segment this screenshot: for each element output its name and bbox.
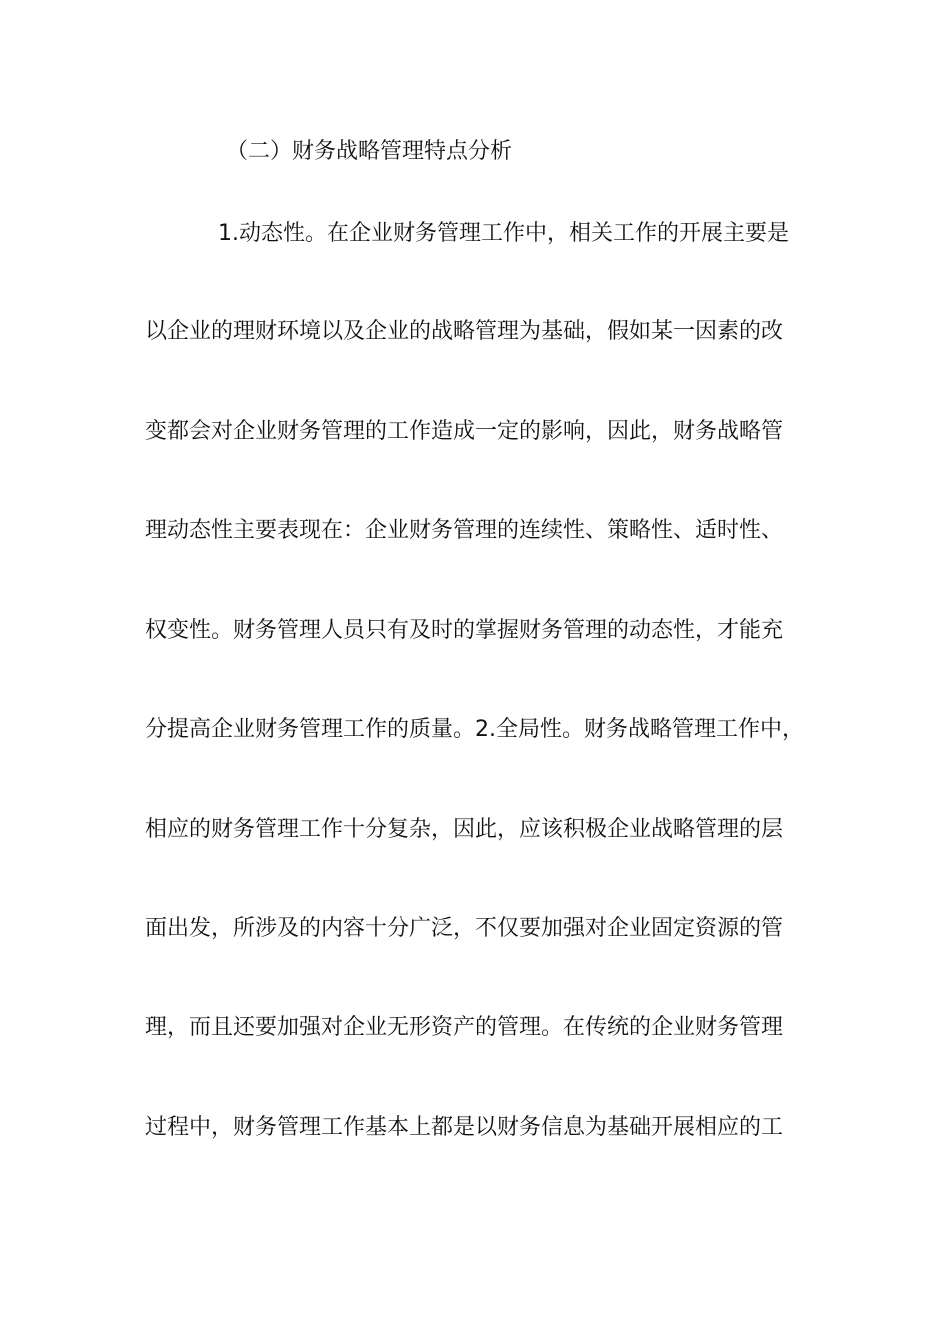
paragraph-line: 1.动态性。在企业财务管理工作中，相关工作的开展主要是	[218, 221, 789, 246]
paragraph-line: 理动态性主要表现在：企业财务管理的连续性、策略性、适时性、	[145, 518, 784, 543]
paragraph-line: 分提高企业财务管理工作的质量。2.全局性。财务战略管理工作中，	[145, 717, 804, 742]
paragraph-line: 理，而且还要加强对企业无形资产的管理。在传统的企业财务管理	[145, 1015, 784, 1040]
paragraph-line: 权变性。财务管理人员只有及时的掌握财务管理的动态性，才能充	[145, 618, 784, 643]
section-heading: （二）财务战略管理特点分析	[226, 139, 513, 164]
paragraph-line: 面出发，所涉及的内容十分广泛，不仅要加强对企业固定资源的管	[145, 916, 784, 941]
paragraph-line: 变都会对企业财务管理的工作造成一定的影响，因此，财务战略管	[145, 419, 784, 444]
paragraph-line: 过程中，财务管理工作基本上都是以财务信息为基础开展相应的工	[145, 1115, 784, 1140]
paragraph-line: 以企业的理财环境以及企业的战略管理为基础，假如某一因素的改	[145, 319, 784, 344]
paragraph-line: 相应的财务管理工作十分复杂，因此，应该积极企业战略管理的层	[145, 817, 784, 842]
